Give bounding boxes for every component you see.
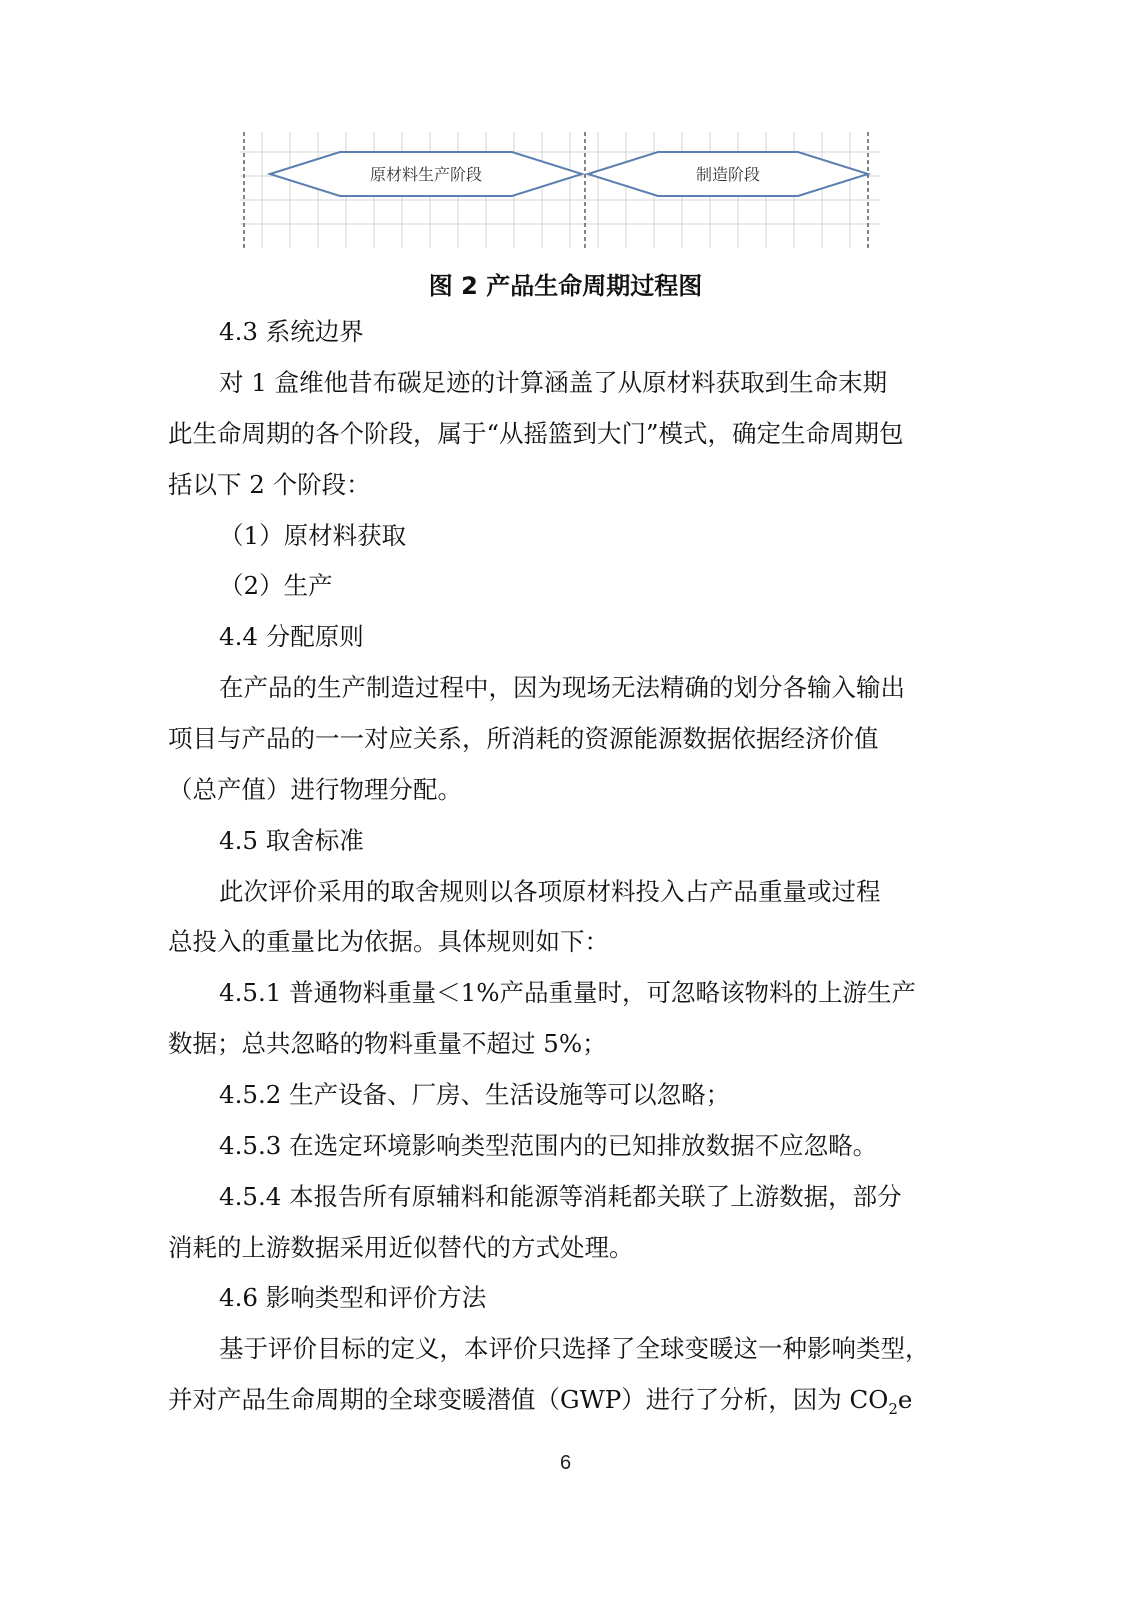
co2-subscript: 2 [888,1399,898,1418]
section-4-4-heading: 4.4 分配原则 [219,622,364,651]
paragraph-line-co2e [168,1384,912,1425]
stage-manufacturing-label: 制造阶段 [695,165,761,184]
list-item-production: （2）生产 [219,571,333,600]
section-4-6-heading: 4.6 影响类型和评价方法 [219,1283,487,1312]
section-4-3-heading: 4.3 系统边界 [219,317,364,346]
paragraph-line: 此生命周期的各个阶段，属于“从摇篮到大门”模式，确定生命周期包 [168,419,904,448]
paragraph-line: 括以下 2 个阶段： [168,470,371,499]
figure-caption: 图 2 产品生命周期过程图 [428,272,703,300]
rule-4-5-1-line: 数据；总共忽略的物料重量不超过 5%； [168,1029,607,1058]
paragraph-line: 在产品的生产制造过程中，因为现场无法精确的划分各输入输出 [219,673,905,702]
paragraph-line: 总投入的重量比为依据。具体规则如下： [168,927,609,956]
paragraph-line: （总产值）进行物理分配。 [168,775,462,804]
rule-4-5-2: 4.5.2 生产设备、厂房、生活设施等可以忽略； [219,1080,731,1109]
paragraph-line: 项目与产品的一一对应关系，所消耗的资源能源数据依据经济价值 [168,724,879,753]
section-4-5-heading: 4.5 取舍标准 [219,826,364,855]
gwp-text: 并对产品生命周期的全球变暖潜值（GWP）进行了分析，因为 CO [168,1385,889,1414]
rule-4-5-3: 4.5.3 在选定环境影响类型范围内的已知排放数据不应忽略。 [219,1131,878,1160]
rule-4-5-4-line: 4.5.4 本报告所有原辅料和能源等消耗都关联了上游数据，部分 [219,1182,902,1211]
co2e-suffix: e [897,1385,913,1414]
lifecycle-process-diagram [240,132,880,252]
stage-raw-material-label: 原材料生产阶段 [369,165,483,184]
paragraph-line: 对 1 盒维他昔布碳足迹的计算涵盖了从原材料获取到生命末期 [219,368,888,397]
paragraph-line: 基于评价目标的定义，本评价只选择了全球变暖这一种影响类型， [219,1334,930,1363]
rule-4-5-4-line: 消耗的上游数据采用近似替代的方式处理。 [168,1233,634,1262]
paragraph-line: 此次评价采用的取舍规则以各项原材料投入占产品重量或过程 [219,877,881,906]
list-item-raw-material: （1）原材料获取 [219,521,407,550]
page-number: 6 [559,1452,572,1474]
rule-4-5-1-line: 4.5.1 普通物料重量＜1%产品重量时，可忽略该物料的上游生产 [219,978,916,1007]
